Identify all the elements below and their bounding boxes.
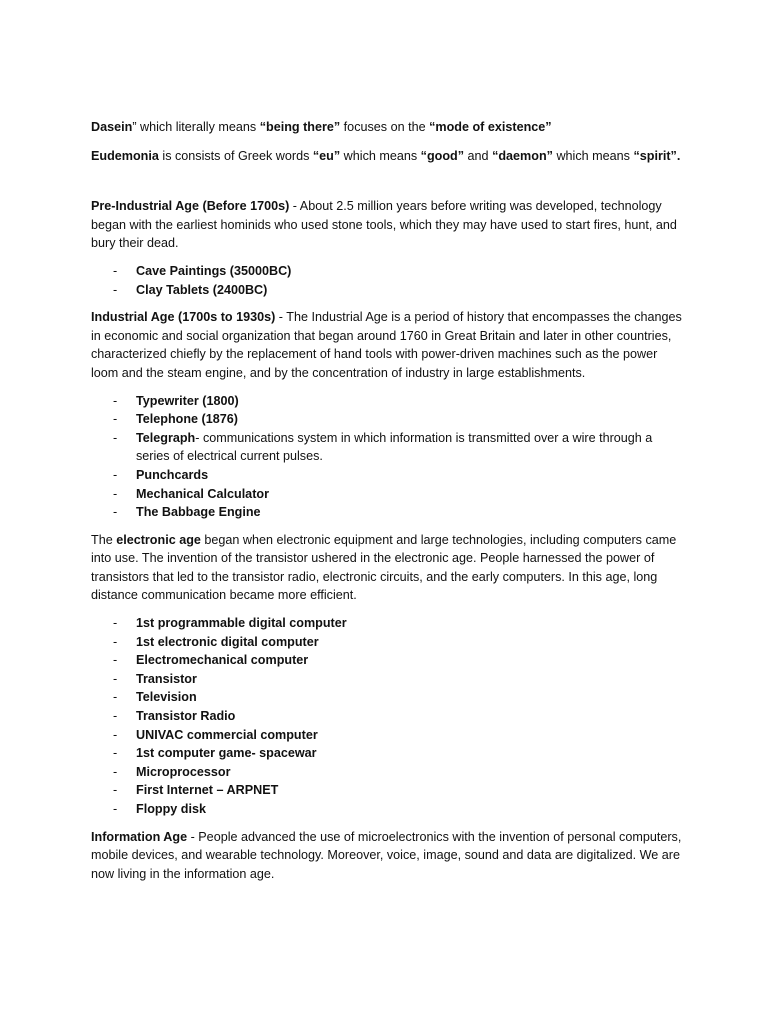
list-item-label: The Babbage Engine <box>136 505 261 520</box>
industrial-paragraph <box>91 308 688 382</box>
list-item <box>91 726 688 745</box>
list-item <box>91 466 688 485</box>
dash-bullet: - <box>113 709 118 724</box>
eudemonia-text-3: and <box>464 148 493 163</box>
pre-industrial-paragraph <box>91 197 688 253</box>
list-item-label: 1st electronic digital computer <box>136 634 319 649</box>
dasein-text: ” which literally means <box>132 120 260 134</box>
list-item-label: Electromechanical computer <box>136 653 309 668</box>
list-item <box>91 410 688 429</box>
list-item <box>91 744 688 763</box>
dash-bullet: - <box>113 746 118 761</box>
list-item <box>91 262 688 281</box>
dasein-term: Dasein <box>91 120 133 134</box>
industrial-body: - The Industrial Age is a period of history that encompasses the changes in economic and social organization that began around 1760 in Great Britain and later in other countries, characterized chiefly by the replacement of hand tools with power-driven machines such as the power loom and the steam engine, and by the concentration of industry in large establishments. <box>91 310 682 380</box>
dash-bullet: - <box>113 727 118 742</box>
dash-bullet: - <box>113 412 118 427</box>
list-item-label: Microprocessor <box>136 764 231 779</box>
pre-industrial-list <box>91 262 688 299</box>
list-item-label: Typewriter (1800) <box>136 393 239 408</box>
electronic-list <box>91 614 688 819</box>
eudemonia-word-eu: “eu” <box>312 148 341 163</box>
list-item-description: - communications system in which information is transmitted over a wire through a series of electrical current pulses. <box>136 430 653 464</box>
list-item-label: Telephone (1876) <box>136 412 238 427</box>
industrial-list <box>91 392 688 522</box>
list-item-label: Transistor <box>136 671 197 686</box>
list-item <box>91 781 688 800</box>
list-item-label: Cave Paintings (35000BC) <box>136 263 292 278</box>
dash-bullet: - <box>113 430 118 445</box>
list-item <box>91 614 688 633</box>
list-item <box>91 688 688 707</box>
dasein-meaning: “being there” <box>259 120 341 134</box>
list-item-label: Telegraph <box>136 430 196 445</box>
dash-bullet: - <box>113 467 118 482</box>
dash-bullet: - <box>113 671 118 686</box>
pre-industrial-body: - About 2.5 million years before writing was developed, technology began with the earliest hominids who used stone tools, which they may have used to start fires, hunt, and bury their dead. <box>91 199 677 251</box>
dash-bullet: - <box>113 263 118 278</box>
list-item <box>91 670 688 689</box>
dash-bullet: - <box>113 690 118 705</box>
dasein-focus: “mode of existence” <box>429 120 552 134</box>
list-item <box>91 392 688 411</box>
list-item-label: Floppy disk <box>136 802 206 816</box>
eudemonia-word-good: “good” <box>420 148 465 163</box>
list-item-label: Clay Tablets (2400BC) <box>136 282 268 297</box>
list-item <box>91 503 688 522</box>
dash-bullet: - <box>113 653 118 668</box>
list-item <box>91 429 688 466</box>
list-item-label: First Internet – ARPNET <box>136 783 279 798</box>
information-heading: Information Age <box>91 829 188 844</box>
dash-bullet: - <box>113 802 118 816</box>
list-item-label: Television <box>136 690 197 705</box>
list-item <box>91 651 688 670</box>
list-item-label: Mechanical Calculator <box>136 486 269 501</box>
dash-bullet: - <box>113 634 118 649</box>
dash-bullet: - <box>113 505 118 520</box>
eudemonia-term: Eudemonia <box>91 148 159 163</box>
eudemonia-word-daemon: “daemon” <box>492 148 553 163</box>
list-item-label: 1st computer game- spacewar <box>136 746 317 761</box>
list-item-label: Transistor Radio <box>136 709 236 724</box>
electronic-paragraph <box>91 531 688 605</box>
list-item-label: 1st programmable digital computer <box>136 616 347 631</box>
dash-bullet: - <box>113 783 118 798</box>
list-item <box>91 763 688 782</box>
electronic-keyword: electronic age <box>116 532 201 547</box>
list-item-label: Punchcards <box>136 467 209 482</box>
list-item <box>91 707 688 726</box>
pre-industrial-heading: Pre-Industrial Age (Before 1700s) <box>91 199 290 214</box>
list-item <box>91 281 688 300</box>
information-paragraph <box>91 828 688 884</box>
dash-bullet: - <box>113 486 118 501</box>
industrial-heading: Industrial Age (1700s to 1930s) <box>91 310 276 325</box>
dash-bullet: - <box>113 764 118 779</box>
electronic-lead: The <box>91 532 117 547</box>
list-item-label: UNIVAC commercial computer <box>136 727 318 742</box>
list-item <box>91 633 688 652</box>
dasein-definition <box>91 118 688 137</box>
electronic-body: began when electronic equipment and large technologies, including computers came into use. The invention of the transistor ushered in the electronic age. People harnessed the power of transistors that led to the transistor radio, electronic circuits, and the early computers. In this age, long distance communication became more efficient. <box>91 532 677 603</box>
eudemonia-text-2: which means <box>340 148 421 163</box>
eudemonia-text: is consists of Greek words <box>158 148 313 163</box>
dash-bullet: - <box>113 282 118 297</box>
dash-bullet: - <box>113 393 118 408</box>
eudemonia-word-spirit: “spirit”. <box>633 148 681 163</box>
information-body: - People advanced the use of microelectronics with the invention of personal computers, mobile devices, and wearable technology. Moreover, voice, image, sound and data are digitalized. We are now living in the information age. <box>91 829 682 881</box>
list-item <box>91 485 688 504</box>
dasein-text-2: focuses on the <box>340 120 430 134</box>
eudemonia-definition <box>91 147 688 166</box>
dash-bullet: - <box>113 616 118 631</box>
list-item <box>91 800 688 819</box>
eudemonia-text-4: which means <box>552 148 634 163</box>
